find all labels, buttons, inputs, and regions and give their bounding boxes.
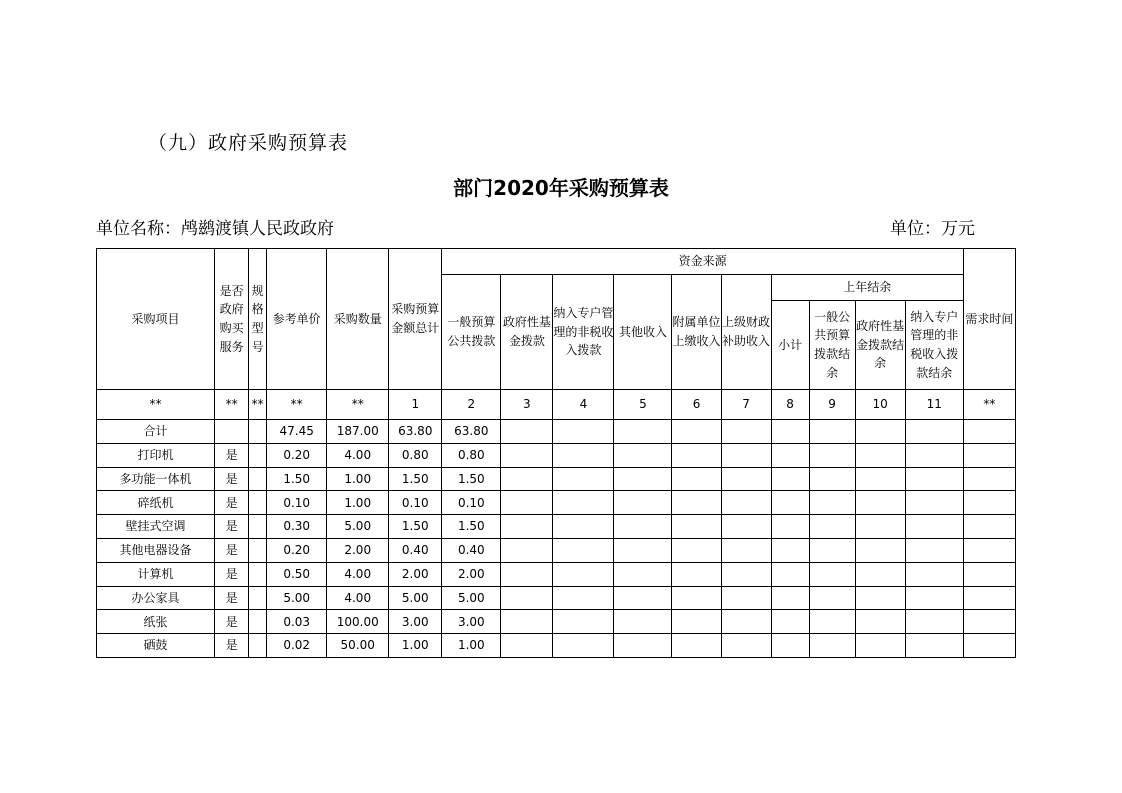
header-general-public-balance: 一般公共预算拨款结余 (809, 301, 855, 390)
cell-empty (809, 443, 855, 467)
cell-empty (809, 610, 855, 634)
index-row (97, 390, 1016, 420)
cell-empty (553, 467, 614, 491)
cell-is-gov-service: 是 (215, 586, 249, 610)
cell-empty (501, 420, 553, 444)
header-item: 采购项目 (97, 249, 215, 390)
cell-empty (672, 610, 721, 634)
cell-quantity: 50.00 (327, 634, 389, 658)
header-last-year-balance: 上年结余 (771, 275, 963, 301)
cell-quantity: 187.00 (327, 420, 389, 444)
cell-empty (501, 634, 553, 658)
header-is-gov-service: 是否政府购买服务 (215, 249, 249, 390)
cell-empty (614, 538, 672, 562)
cell-general-budget: 0.40 (442, 538, 501, 562)
cell-spec (249, 467, 267, 491)
cell-empty (614, 467, 672, 491)
cell-spec (249, 634, 267, 658)
cell-ref-price: 0.10 (267, 491, 327, 515)
header-gov-fund-balance: 政府性基金拨款结余 (855, 301, 905, 390)
cell-empty (672, 443, 721, 467)
cell-is-gov-service (215, 420, 249, 444)
cell-empty (614, 420, 672, 444)
cell-empty (721, 515, 771, 539)
cell-empty (721, 586, 771, 610)
cell-budget-total: 0.10 (389, 491, 442, 515)
index-cell: 2 (442, 390, 501, 420)
cell-empty (809, 491, 855, 515)
cell-empty (501, 538, 553, 562)
cell-quantity: 1.00 (327, 491, 389, 515)
cell-ref-price: 0.20 (267, 538, 327, 562)
cell-item: 纸张 (97, 610, 215, 634)
cell-budget-total: 2.00 (389, 562, 442, 586)
cell-quantity: 100.00 (327, 610, 389, 634)
table-row (97, 443, 1016, 467)
table-row (97, 562, 1016, 586)
cell-ref-price: 5.00 (267, 586, 327, 610)
index-cell: ** (97, 390, 215, 420)
cell-empty (963, 562, 1015, 586)
cell-quantity: 4.00 (327, 586, 389, 610)
cell-budget-total: 5.00 (389, 586, 442, 610)
cell-empty (855, 634, 905, 658)
index-cell: 6 (672, 390, 721, 420)
cell-quantity: 4.00 (327, 562, 389, 586)
cell-empty (501, 515, 553, 539)
cell-ref-price: 0.30 (267, 515, 327, 539)
cell-budget-total: 1.00 (389, 634, 442, 658)
cell-budget-total: 0.80 (389, 443, 442, 467)
cell-empty (553, 443, 614, 467)
cell-item: 其他电器设备 (97, 538, 215, 562)
index-cell: ** (267, 390, 327, 420)
index-cell: 10 (855, 390, 905, 420)
index-cell: 8 (771, 390, 809, 420)
cell-item: 合计 (97, 420, 215, 444)
cell-empty (501, 443, 553, 467)
cell-empty (672, 491, 721, 515)
cell-empty (855, 443, 905, 467)
cell-empty (905, 610, 963, 634)
cell-empty (553, 634, 614, 658)
cell-budget-total: 1.50 (389, 515, 442, 539)
header-demand-time: 需求时间 (963, 249, 1015, 390)
cell-spec (249, 586, 267, 610)
cell-empty (614, 562, 672, 586)
cell-general-budget: 3.00 (442, 610, 501, 634)
index-cell: 9 (809, 390, 855, 420)
cell-empty (672, 538, 721, 562)
cell-empty (855, 610, 905, 634)
cell-empty (721, 443, 771, 467)
header-general-budget: 一般预算公共拨款 (442, 275, 501, 390)
index-cell: ** (215, 390, 249, 420)
cell-empty (963, 586, 1015, 610)
cell-spec (249, 443, 267, 467)
cell-empty (501, 491, 553, 515)
cell-empty (963, 467, 1015, 491)
cell-ref-price: 0.20 (267, 443, 327, 467)
cell-empty (855, 491, 905, 515)
cell-empty (855, 586, 905, 610)
cell-empty (501, 467, 553, 491)
cell-empty (855, 467, 905, 491)
cell-spec (249, 610, 267, 634)
cell-quantity: 4.00 (327, 443, 389, 467)
cell-empty (905, 420, 963, 444)
header-quantity: 采购数量 (327, 249, 389, 390)
cell-empty (553, 538, 614, 562)
cell-budget-total: 3.00 (389, 610, 442, 634)
cell-empty (721, 491, 771, 515)
cell-empty (614, 634, 672, 658)
header-other-income: 其他收入 (614, 275, 672, 390)
table-row (97, 610, 1016, 634)
cell-empty (721, 467, 771, 491)
cell-item: 硒鼓 (97, 634, 215, 658)
table-row (97, 538, 1016, 562)
unit-name-label: 单位名称：鸬鹚渡镇人民政政府 (96, 219, 334, 239)
cell-is-gov-service: 是 (215, 491, 249, 515)
cell-empty (553, 562, 614, 586)
cell-empty (963, 538, 1015, 562)
cell-empty (963, 515, 1015, 539)
cell-empty (771, 420, 809, 444)
cell-empty (963, 491, 1015, 515)
cell-empty (672, 634, 721, 658)
cell-is-gov-service: 是 (215, 538, 249, 562)
cell-empty (771, 634, 809, 658)
header-subtotal: 小计 (771, 301, 809, 390)
table-title: 部门2020年采购预算表 (453, 176, 669, 200)
cell-empty (771, 610, 809, 634)
cell-empty (855, 420, 905, 444)
cell-empty (672, 562, 721, 586)
table-row (97, 467, 1016, 491)
total-row (97, 420, 1016, 444)
index-cell: 7 (721, 390, 771, 420)
index-cell: 1 (389, 390, 442, 420)
cell-empty (963, 443, 1015, 467)
cell-item: 办公家具 (97, 586, 215, 610)
cell-general-budget: 2.00 (442, 562, 501, 586)
cell-empty (963, 634, 1015, 658)
cell-item: 碎纸机 (97, 491, 215, 515)
cell-empty (855, 562, 905, 586)
cell-empty (501, 610, 553, 634)
cell-empty (614, 586, 672, 610)
cell-empty (614, 491, 672, 515)
cell-empty (771, 491, 809, 515)
cell-general-budget: 1.50 (442, 515, 501, 539)
cell-empty (721, 420, 771, 444)
index-cell: 3 (501, 390, 553, 420)
cell-empty (809, 467, 855, 491)
cell-general-budget: 1.00 (442, 634, 501, 658)
cell-empty (672, 420, 721, 444)
cell-empty (855, 515, 905, 539)
cell-empty (905, 562, 963, 586)
cell-is-gov-service: 是 (215, 610, 249, 634)
index-cell: 11 (905, 390, 963, 420)
cell-item: 计算机 (97, 562, 215, 586)
header-gov-fund: 政府性基金拨款 (501, 275, 553, 390)
index-cell: ** (249, 390, 267, 420)
procurement-budget-table (96, 248, 1016, 658)
cell-empty (771, 538, 809, 562)
cell-budget-total: 1.50 (389, 467, 442, 491)
cell-empty (721, 538, 771, 562)
table-row (97, 491, 1016, 515)
cell-spec (249, 538, 267, 562)
cell-quantity: 5.00 (327, 515, 389, 539)
cell-general-budget: 0.10 (442, 491, 501, 515)
index-cell: ** (327, 390, 389, 420)
cell-item: 打印机 (97, 443, 215, 467)
cell-empty (672, 467, 721, 491)
cell-empty (771, 467, 809, 491)
cell-empty (809, 420, 855, 444)
cell-item: 壁挂式空调 (97, 515, 215, 539)
table-row (97, 515, 1016, 539)
cell-ref-price: 0.50 (267, 562, 327, 586)
cell-empty (905, 634, 963, 658)
cell-budget-total: 63.80 (389, 420, 442, 444)
header-fund-source: 资金来源 (442, 249, 964, 275)
cell-empty (855, 538, 905, 562)
cell-spec (249, 562, 267, 586)
cell-empty (905, 467, 963, 491)
cell-empty (809, 634, 855, 658)
cell-empty (809, 515, 855, 539)
cell-general-budget: 1.50 (442, 467, 501, 491)
cell-is-gov-service: 是 (215, 443, 249, 467)
header-spec: 规格型号 (249, 249, 267, 390)
cell-empty (553, 610, 614, 634)
cell-empty (771, 586, 809, 610)
cell-empty (771, 443, 809, 467)
cell-empty (672, 515, 721, 539)
cell-empty (905, 586, 963, 610)
cell-empty (905, 491, 963, 515)
data-rows (97, 420, 1016, 658)
cell-is-gov-service: 是 (215, 515, 249, 539)
header-nontax-special: 纳入专户管理的非税收入拨款 (553, 275, 614, 390)
cell-general-budget: 63.80 (442, 420, 501, 444)
cell-empty (553, 586, 614, 610)
index-cell: ** (963, 390, 1015, 420)
cell-empty (963, 420, 1015, 444)
cell-empty (614, 443, 672, 467)
cell-empty (905, 515, 963, 539)
cell-empty (553, 420, 614, 444)
cell-spec (249, 491, 267, 515)
index-cell: 5 (614, 390, 672, 420)
cell-budget-total: 0.40 (389, 538, 442, 562)
unit-label: 单位：万元 (890, 219, 975, 239)
table-row (97, 586, 1016, 610)
cell-item: 多功能一体机 (97, 467, 215, 491)
cell-empty (963, 610, 1015, 634)
header-nontax-balance: 纳入专户管理的非税收入拨款结余 (905, 301, 963, 390)
cell-ref-price: 47.45 (267, 420, 327, 444)
cell-empty (809, 586, 855, 610)
cell-empty (721, 562, 771, 586)
cell-empty (672, 586, 721, 610)
cell-empty (721, 610, 771, 634)
cell-general-budget: 5.00 (442, 586, 501, 610)
cell-quantity: 2.00 (327, 538, 389, 562)
cell-empty (721, 634, 771, 658)
header-affiliated-units: 附属单位上缴收入 (672, 275, 721, 390)
cell-empty (501, 562, 553, 586)
cell-general-budget: 0.80 (442, 443, 501, 467)
table-row (97, 634, 1016, 658)
header-row-1 (97, 249, 1016, 275)
cell-empty (905, 538, 963, 562)
cell-is-gov-service: 是 (215, 634, 249, 658)
cell-ref-price: 0.02 (267, 634, 327, 658)
cell-spec (249, 515, 267, 539)
cell-is-gov-service: 是 (215, 467, 249, 491)
cell-quantity: 1.00 (327, 467, 389, 491)
cell-empty (809, 562, 855, 586)
index-cell: 4 (553, 390, 614, 420)
cell-empty (614, 515, 672, 539)
cell-empty (905, 443, 963, 467)
cell-empty (771, 515, 809, 539)
section-title: （九）政府采购预算表 (148, 132, 349, 154)
cell-is-gov-service: 是 (215, 562, 249, 586)
cell-spec (249, 420, 267, 444)
cell-empty (771, 562, 809, 586)
header-superior-subsidy: 上级财政补助收入 (721, 275, 771, 390)
cell-empty (553, 515, 614, 539)
header-budget-total: 采购预算金额总计 (389, 249, 442, 390)
cell-empty (614, 610, 672, 634)
cell-empty (553, 491, 614, 515)
header-ref-price: 参考单价 (267, 249, 327, 390)
cell-ref-price: 0.03 (267, 610, 327, 634)
cell-empty (809, 538, 855, 562)
cell-ref-price: 1.50 (267, 467, 327, 491)
cell-empty (501, 586, 553, 610)
